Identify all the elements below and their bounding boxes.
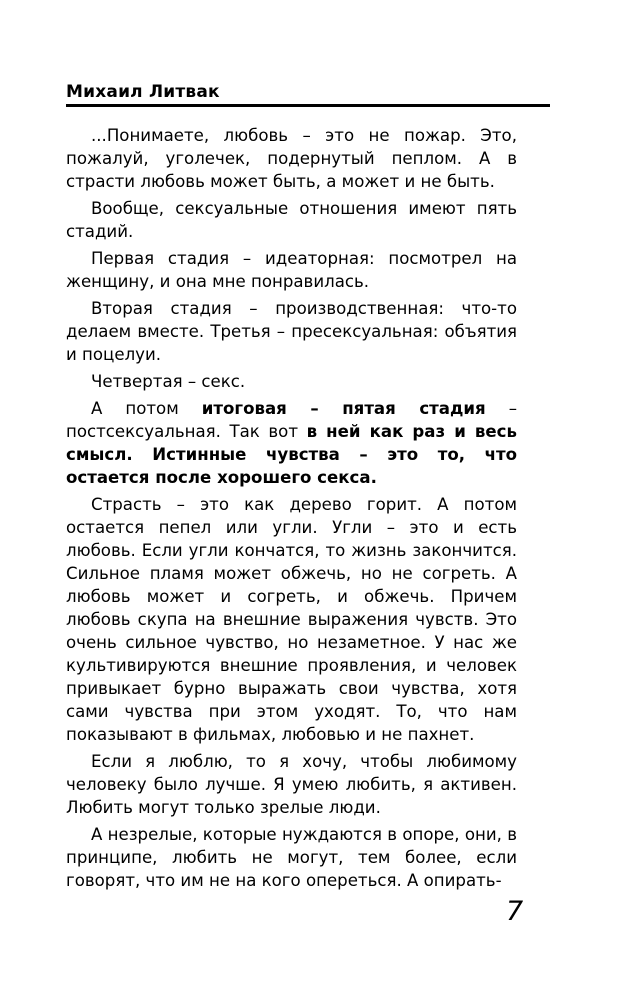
text-run: – постсексуальная. Так вот	[66, 399, 518, 441]
paragraph	[66, 247, 517, 293]
paragraph	[66, 197, 517, 243]
header-rule	[66, 104, 550, 107]
paragraph	[66, 397, 517, 489]
running-head-author: Михаил Литвак	[66, 82, 220, 102]
text-run: А незрелые, которые нуждаются в опоре, они, в принципе, любить не могут, тем более, если говорят, что им не на кого опереться. А опирать-	[66, 825, 517, 890]
paragraph	[66, 124, 517, 193]
text-run: Вообще, сексуальные отношения имеют пять стадий.	[66, 199, 517, 241]
bold-text-run: итоговая – пятая стадия	[201, 399, 486, 418]
paragraph	[66, 750, 517, 819]
text-run: ...Понимаете, любовь – это не пожар. Это, пожалуй, уголечек, подернутый пеплом. А в страсти любовь может быть, а может и не быть.	[66, 126, 517, 191]
bold-text-run: в ней как раз и весь смысл. Истинные чувства – это то, что остается после хорошего секса.	[66, 422, 517, 487]
paragraph	[66, 297, 517, 366]
page-body	[66, 124, 517, 896]
paragraph	[66, 370, 517, 393]
text-run: Вторая стадия – производственная: что-то делаем вместе. Третья – пресексуальная: объятия и поцелуи.	[66, 299, 517, 364]
paragraph	[66, 493, 517, 746]
text-run: Четвертая – секс.	[91, 372, 246, 391]
text-run: А потом	[91, 399, 202, 418]
paragraph	[66, 823, 517, 892]
text-run: Если я люблю, то я хочу, чтобы любимому человеку было лучше. Я умею любить, я активен. Любить могут только зрелые люди.	[66, 752, 517, 817]
text-run: Страсть – это как дерево горит. А потом остается пепел или угли. Угли – это и есть любовь. Если угли кончатся, то жизнь закончится. Сильное пламя может обжечь, но не согреть. А любовь может и согреть, и обжечь. Причем любовь скупа на внешние выражения чувств. Это очень сильное чувство, но незаметное. У нас же культивируются внешние проявления, и человек привыкает бурно выражать свои чувства, хотя сами чувства при этом уходят. То, что нам показывают в фильмах, любовью и не пахнет.	[66, 495, 517, 744]
text-run: Первая стадия – идеаторная: посмотрел на женщину, и она мне понравилась.	[66, 249, 517, 291]
page-number: 7	[506, 896, 524, 927]
